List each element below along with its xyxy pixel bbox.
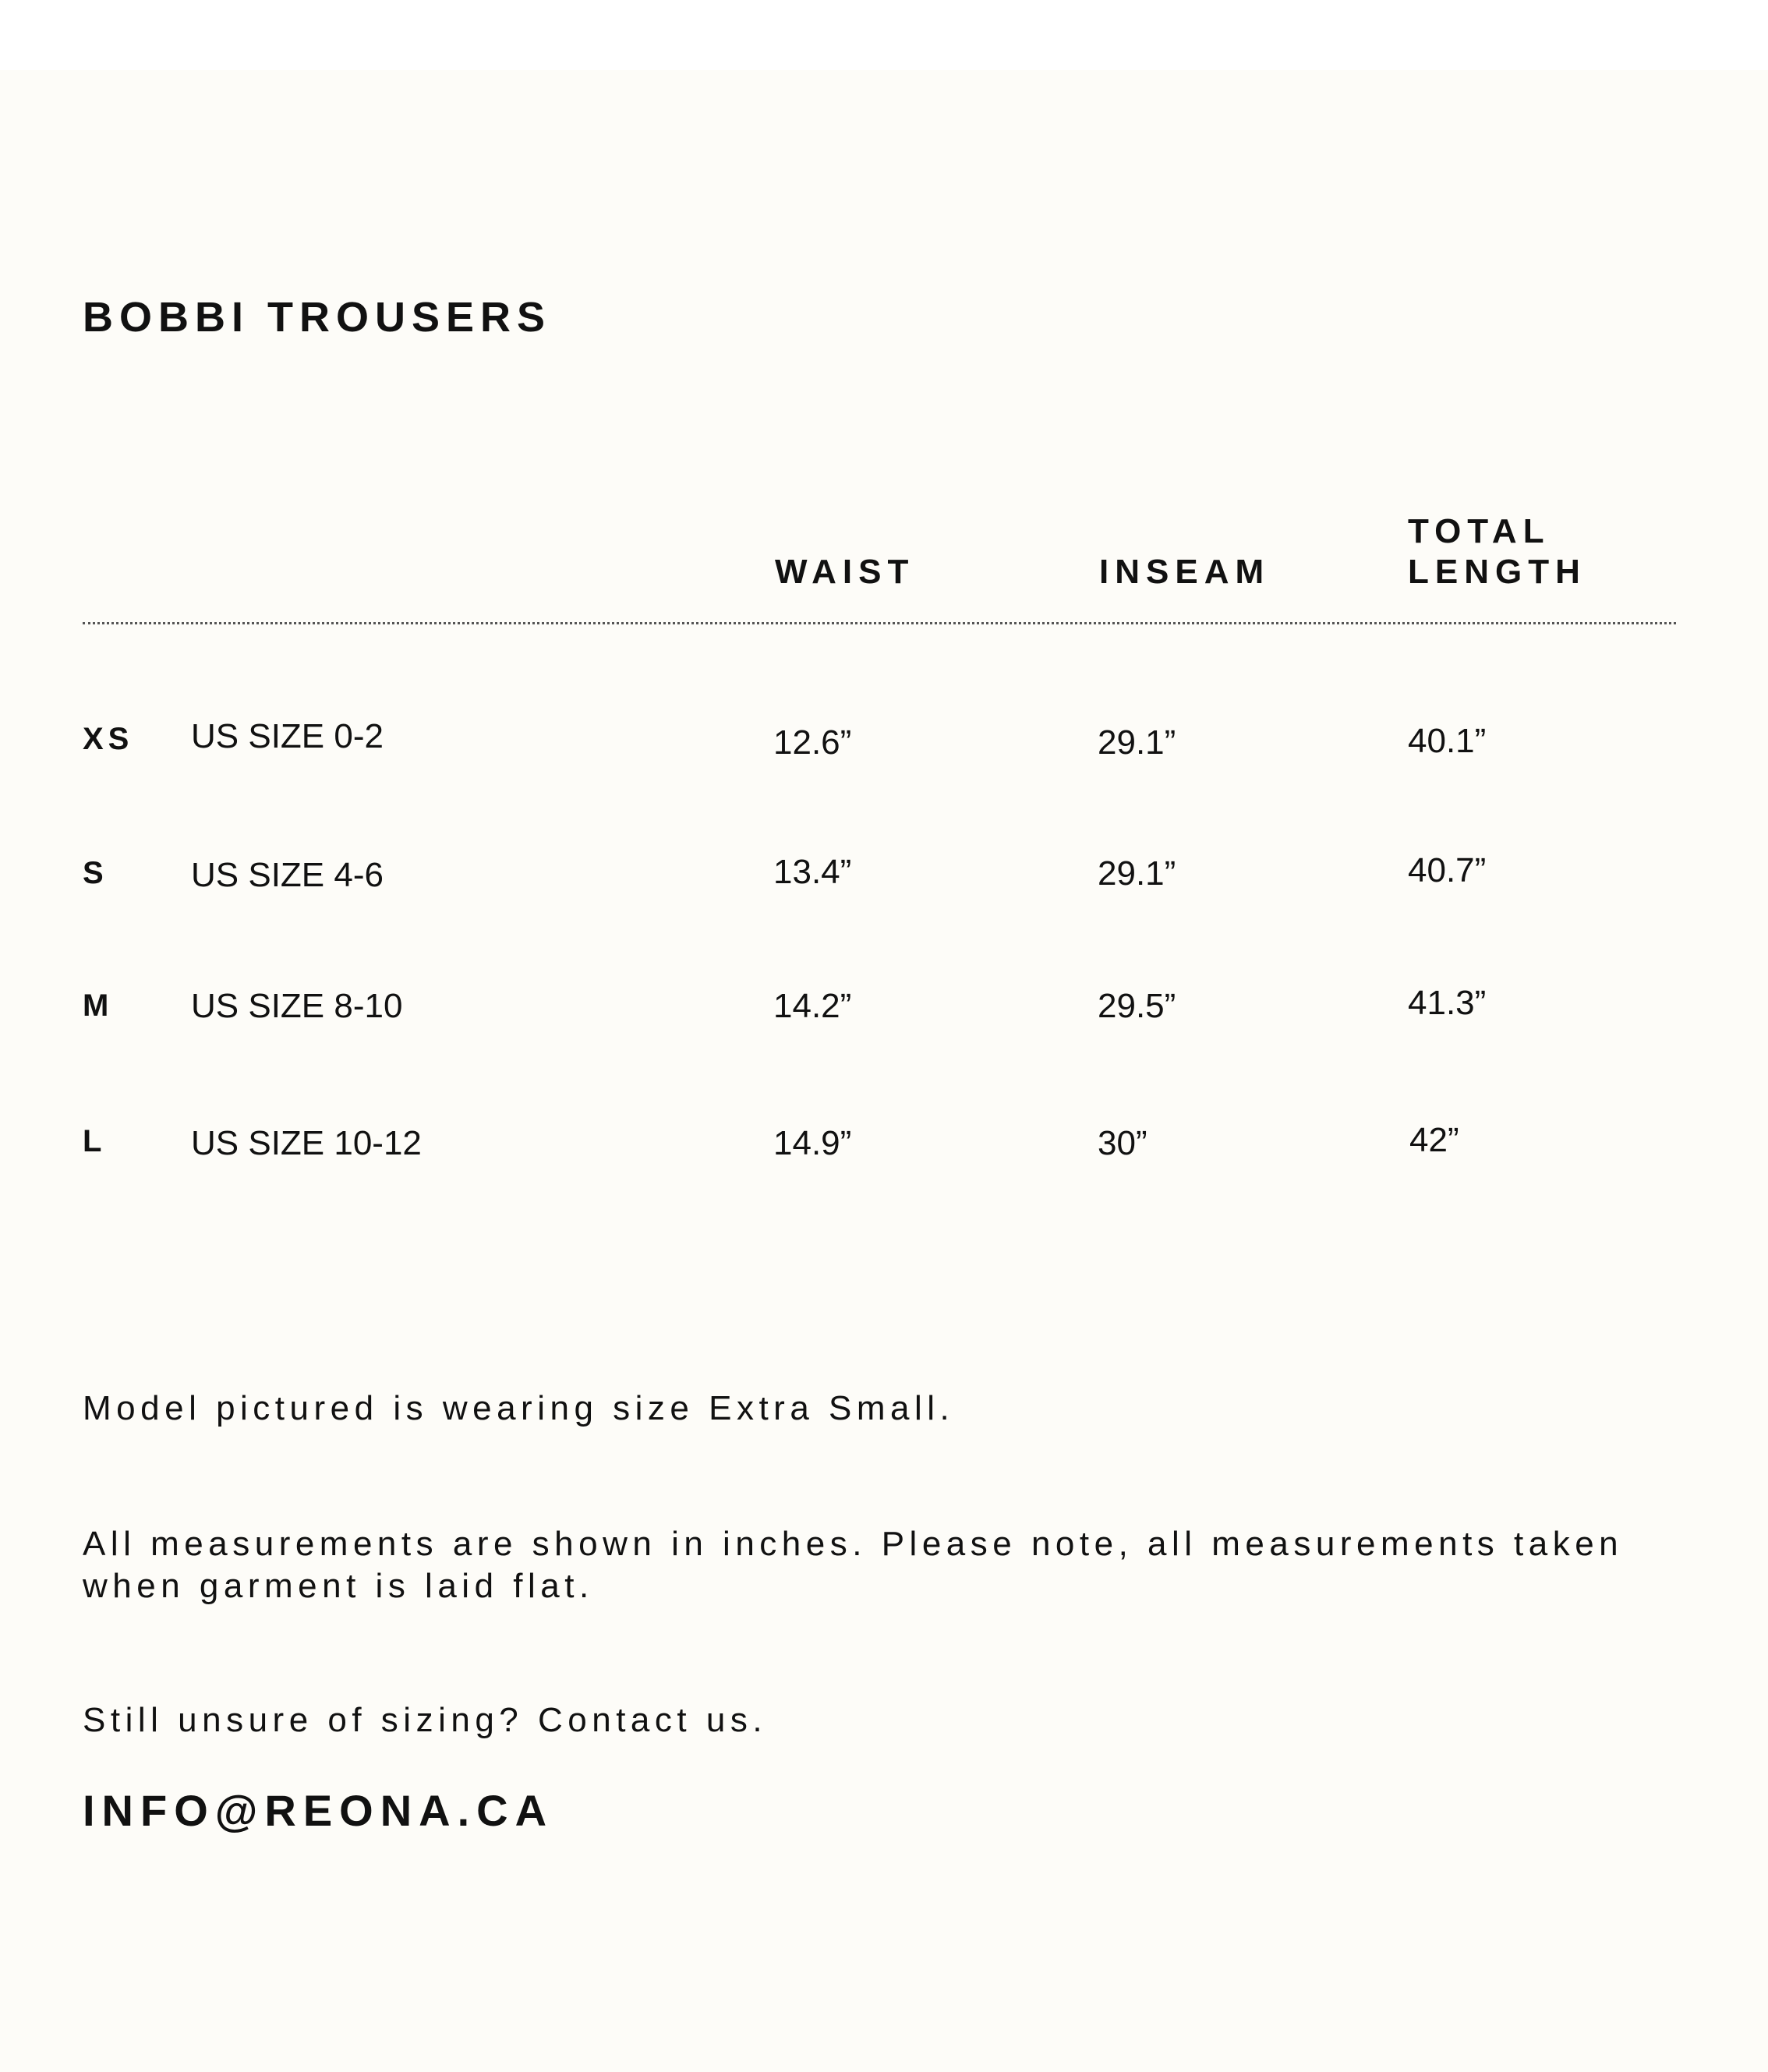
us-size-s: US SIZE 4-6: [191, 856, 384, 894]
size-code-m: M: [83, 988, 114, 1023]
measurements-note-line1: All measurements are shown in inches. Please note, all measurements taken: [83, 1525, 1624, 1563]
us-size-l: US SIZE 10-12: [191, 1124, 422, 1162]
contact-prompt: Still unsure of sizing? Contact us.: [83, 1701, 768, 1739]
waist-xs: 12.6”: [773, 723, 852, 762]
measurements-note-line2: when garment is laid flat.: [83, 1567, 594, 1605]
total-length-l: 42”: [1409, 1121, 1459, 1159]
column-header-total-length-line1: TOTAL: [1408, 512, 1551, 550]
waist-m: 14.2”: [773, 987, 852, 1025]
column-header-total-length-line2: LENGTH: [1408, 553, 1586, 591]
us-size-m: US SIZE 8-10: [191, 987, 403, 1025]
column-header-inseam: INSEAM: [1099, 553, 1271, 591]
inseam-s: 29.1”: [1098, 854, 1176, 893]
inseam-m: 29.5”: [1098, 987, 1176, 1025]
contact-email-link[interactable]: INFO@REONA.CA: [83, 1786, 554, 1835]
waist-l: 14.9”: [773, 1124, 852, 1162]
size-code-xs: XS: [83, 722, 134, 756]
size-code-s: S: [83, 856, 108, 890]
measurements-note: [83, 1523, 1623, 1607]
header-divider: [83, 622, 1676, 624]
column-header-waist: WAIST: [775, 553, 915, 591]
inseam-l: 30”: [1098, 1124, 1147, 1162]
model-size-note: Model pictured is wearing size Extra Small.: [83, 1389, 955, 1427]
total-length-s: 40.7”: [1408, 851, 1487, 889]
size-chart-page: [0, 70, 1768, 2072]
size-code-l: L: [83, 1124, 107, 1158]
total-length-m: 41.3”: [1408, 984, 1487, 1022]
column-header-total-length: [1408, 511, 1586, 592]
page-title: BOBBI TROUSERS: [83, 294, 552, 341]
inseam-xs: 29.1”: [1098, 723, 1176, 762]
total-length-xs: 40.1”: [1408, 722, 1487, 760]
us-size-xs: US SIZE 0-2: [191, 717, 384, 755]
waist-s: 13.4”: [773, 853, 852, 891]
